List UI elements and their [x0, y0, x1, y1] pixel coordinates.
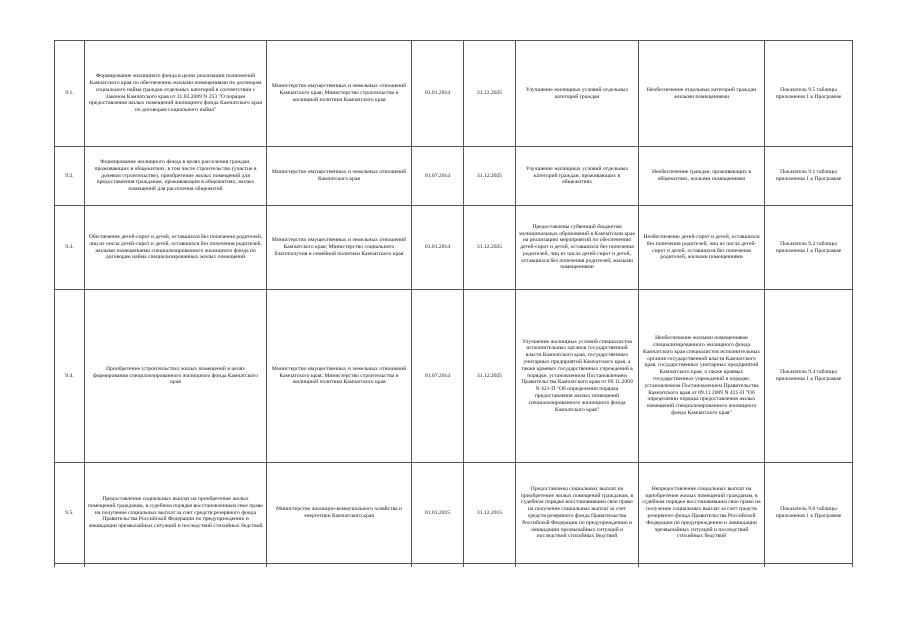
table-row	[55, 290, 853, 463]
table-row	[55, 147, 853, 206]
table-cell-empty	[464, 564, 516, 568]
table-row	[55, 463, 853, 564]
expected-result: Улучшение жилищных условий отдельных категорий граждан	[516, 41, 639, 147]
table-cell-empty	[412, 564, 464, 568]
start-date: 01.01.2015	[412, 463, 464, 564]
row-number: 9.3.	[55, 206, 85, 290]
measure-name: Формирование жилищного фонда в целях реализации полномочий Камчатского края по обеспечению жилыми помещениями по договорам социального найма граждан отдельных категорий в соответствии с Законом Камчатского края от 31.03.2009 N 253 "О порядке предоставления жилых помещений жилищного фонда Камчатского края по договорам социального найма"	[85, 41, 267, 147]
responsible-executor: Министерство имущественных и земельных отношений Камчатского края	[267, 147, 412, 206]
responsible-executor: Министерство имущественных и земельных отношений Камчатского края; Министерство строительства и жилищной политики Камчатского края	[267, 290, 412, 463]
end-date: 31.12.2025	[464, 41, 516, 147]
non-implementation-consequence: Необеспечение граждан, проживающих в общежитиях, жилыми помещениями	[639, 147, 765, 206]
indicator-link: Показатель 9.6 таблицы приложения 1 к Программе	[765, 463, 853, 564]
measure-name: Формирование жилищного фонда в целях расселения граждан, проживающих в общежитиях, в том числе строительство (участие в долевом строительстве), приобретение жилых помещений для предоставления гражданам, проживающим в общежитиях, жилых помещений для расселения общежитий	[85, 147, 267, 206]
expected-result: Предоставлены социальных выплат на приобретение жилых помещений гражданам, в судебном порядке восстановившим свое право на получение социальных выплат за счет средств резервного фонда Правительства Российской Федерации по предупреждению и ликвидации чрезвычайных ситуаций и последствий стихийных бедствий	[516, 463, 639, 564]
table-row	[55, 206, 853, 290]
start-date: 01.01.2014	[412, 41, 464, 147]
expected-result: Предоставлены субвенций бюджетам муниципальных образований в Камчатском крае на реализацию мероприятий по обеспечению детей-сирот и детей, оставшихся без попечения родителей, лиц из числа детей-сирот и детей, оставшихся без попечения родителей, жилыми помещениями	[516, 206, 639, 290]
end-date: 31.12.2025	[464, 147, 516, 206]
row-number: 9.5.	[55, 463, 85, 564]
table-cell-empty	[516, 564, 639, 568]
end-date: 31.12.2015	[464, 463, 516, 564]
table-cell-empty	[85, 564, 267, 568]
non-implementation-consequence: Необеспечение жилыми помещениями специализированного жилищного фонда Камчатского края специалистов исполнительных органов государственной власти Камчатского края, государственных унитарных предприятий Камчатского края, а также краевых государственных учреждений в порядке, установленном Постановлением Правительства Камчатского края от 09.11.2009 N 421-П "Об определении порядка предоставления жилых помещений специализированного жилищного фонда Камчатского края"	[639, 290, 765, 463]
responsible-executor: Министерство имущественных и земельных отношений Камчатского края; Министерство строительства и жилищной политики Камчатского края	[267, 41, 412, 147]
responsible-executor: Министерство жилищно-коммунального хозяйства и энергетики Камчатского края	[267, 463, 412, 564]
expected-result: Улучшение жилищных условий отдельных категорий граждан, проживающих в общежитиях	[516, 147, 639, 206]
end-date: 31.12.2025	[464, 290, 516, 463]
start-date: 01.01.2014	[412, 206, 464, 290]
start-date: 01.07.2014	[412, 290, 464, 463]
table-row	[55, 41, 853, 147]
non-implementation-consequence: Необеспечение отдельных категорий граждан жилыми помещениями	[639, 41, 765, 147]
row-number: 9.1.	[55, 41, 85, 147]
measure-name: Предоставление социальных выплат на приобретение жилых помещений гражданам, в судебном порядке восстановленным свое право на получение социальных выплат за счет средств резервного фонда Правительства Российской Федерации по предупреждению и ликвидации чрезвычайных ситуаций и последствий стихийных бедствий	[85, 463, 267, 564]
document-page	[54, 40, 852, 567]
program-measures-table	[54, 40, 853, 567]
indicator-link: Показатель 9.4 таблицы приложения 1 к Программе	[765, 290, 853, 463]
measure-name: Приобретение (строительство) жилых помещений в целях формирования специализированного жилищного фонда Камчатского края	[85, 290, 267, 463]
non-implementation-consequence: Необеспечение детей-сирот и детей, оставшихся без попечения родителей, лиц из числа детей-сирот и детей, оставшихся без попечения родителей, жилыми помещениями	[639, 206, 765, 290]
table-cell-empty	[267, 564, 412, 568]
indicator-link: Показатель 9.2 таблицы приложения 1 к Программе	[765, 206, 853, 290]
row-number: 9.4.	[55, 290, 85, 463]
table-cell-empty	[55, 564, 85, 568]
table-cell-empty	[765, 564, 853, 568]
table-row-continuation	[55, 564, 853, 568]
measure-name: Обеспечение детей-сирот и детей, оставшихся без попечения родителей, лиц из числа детей-сирот и детей, оставшихся без попечения родителей, жилыми помещениями специализированного жилищного фонда по договорам найма специализированных жилых помещений	[85, 206, 267, 290]
responsible-executor: Министерство имущественных и земельных отношений Камчатского края; Министерство социального благополучия и семейной политики Камчатского края	[267, 206, 412, 290]
expected-result: Улучшение жилищных условий специалистов исполнительных органов государственной власти Камчатского края, государственных унитарных предприятий Камчатского края, а также краевых государственных учреждений в порядке, установленном Постановлением Правительства Камчатского края от 09.11.2009 N 421-П "Об определении порядка предоставления жилых помещений специализированного жилищного фонда Камчатского края"	[516, 290, 639, 463]
non-implementation-consequence: Непредоставление социальных выплат на приобретение жилых помещений гражданам, в судебном порядке восстановившим свое право на получение социальных выплат за счет средств резервного фонда Правительства Российской Федерации по предупреждению и ликвидации чрезвычайных ситуаций и последствий стихийных бедствий	[639, 463, 765, 564]
indicator-link: Показатель 9.5 таблицы приложения 1 к Программе	[765, 41, 853, 147]
start-date: 01.07.2014	[412, 147, 464, 206]
row-number: 9.2.	[55, 147, 85, 206]
indicator-link: Показатель 9.1 таблицы приложения 1 к Программе	[765, 147, 853, 206]
table-cell-empty	[639, 564, 765, 568]
end-date: 31.12.2025	[464, 206, 516, 290]
